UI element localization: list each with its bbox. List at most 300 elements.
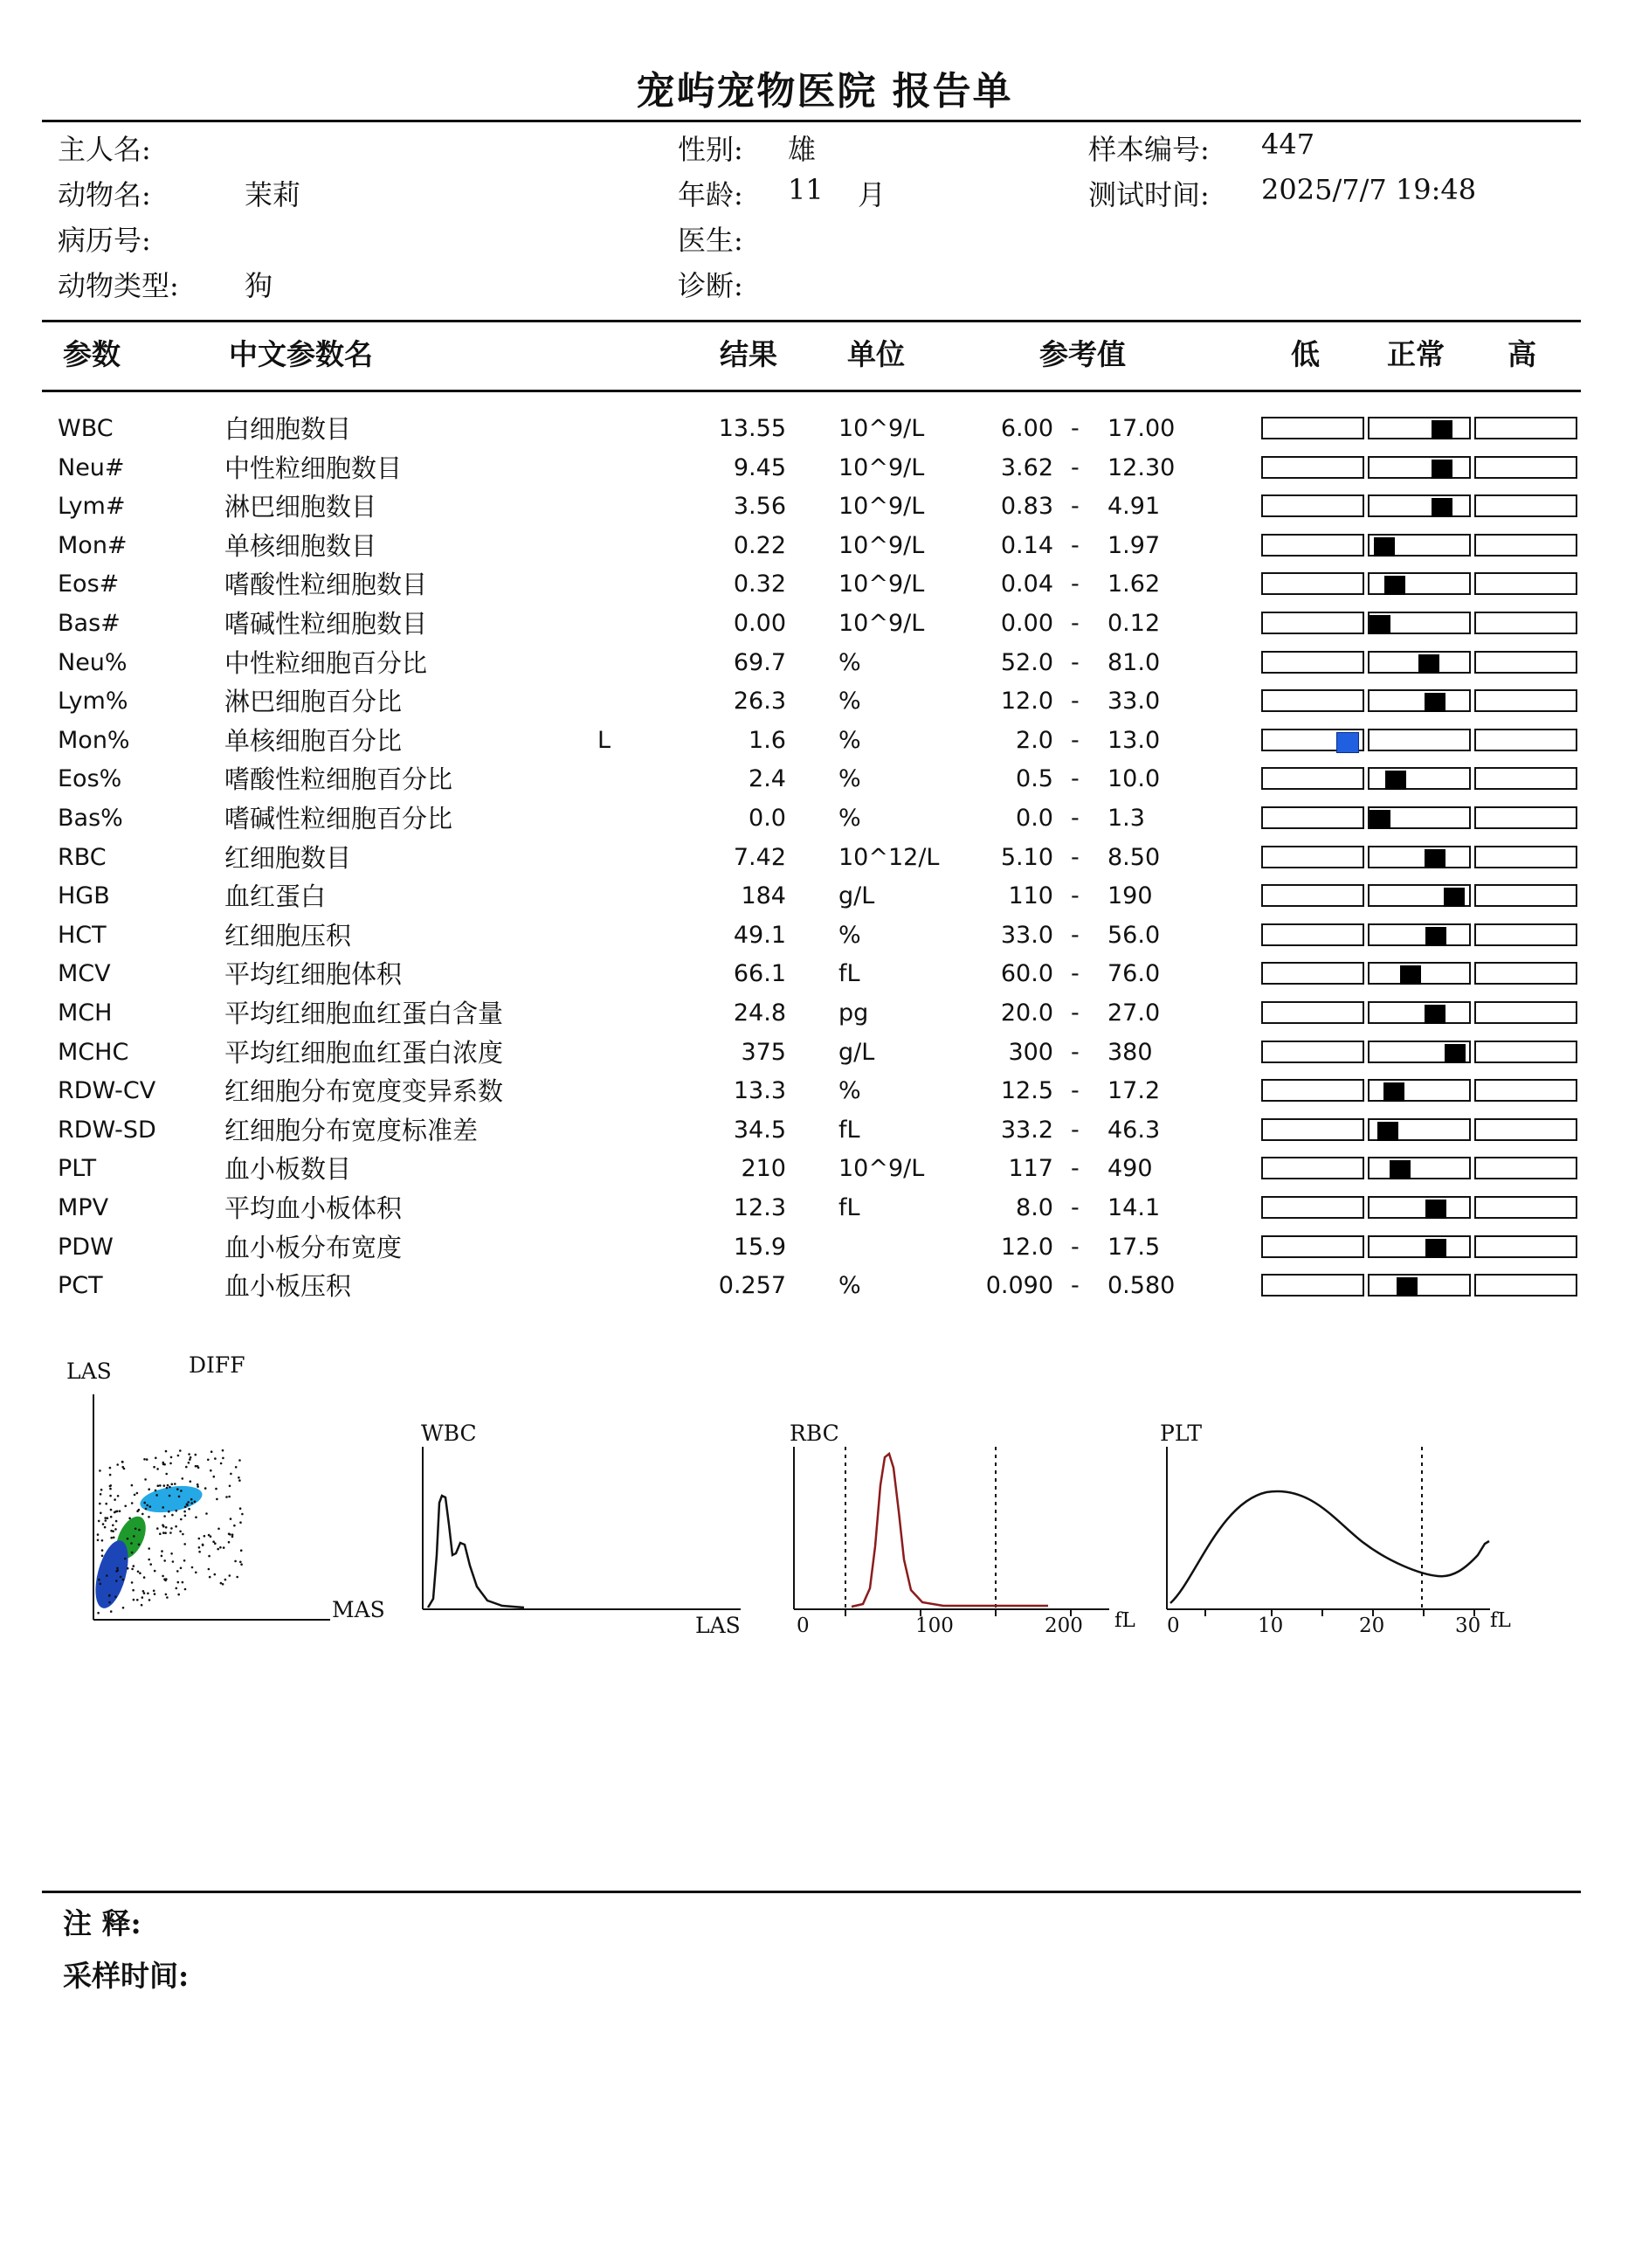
animal-type-label: 动物类型: <box>58 269 179 302</box>
diff-dot <box>239 1507 242 1510</box>
diff-dot <box>208 1555 210 1558</box>
param-abbr: Eos% <box>58 765 122 793</box>
param-abbr: RDW-SD <box>58 1116 156 1144</box>
diff-dot <box>113 1537 115 1539</box>
diff-dot <box>98 1520 100 1523</box>
param-ref-low: 5.10 <box>1000 843 1053 871</box>
table-row <box>0 1150 1649 1188</box>
param-unit: fL <box>838 960 860 988</box>
rbc-tick-100: 100 <box>915 1615 954 1637</box>
range-box-high <box>1474 689 1577 712</box>
param-ref-dash: - <box>1071 415 1080 442</box>
diff-dot <box>177 1581 180 1584</box>
diff-dot <box>214 1457 217 1460</box>
range-box-normal <box>1368 1196 1471 1219</box>
range-box-high <box>1474 923 1577 946</box>
param-unit: 10^9/L <box>838 453 925 481</box>
diff-dot <box>235 1466 238 1469</box>
range-box-high <box>1474 846 1577 868</box>
param-flag: L <box>597 726 611 754</box>
diff-dot <box>183 1559 186 1562</box>
diff-dot <box>198 1538 201 1540</box>
param-ref-dash: - <box>1071 493 1080 521</box>
diff-dot <box>188 1462 190 1464</box>
param-ref-high: 27.0 <box>1107 999 1161 1027</box>
diff-dot <box>105 1519 107 1522</box>
param-ref-high: 490 <box>1107 1155 1153 1183</box>
range-box-normal <box>1368 417 1471 439</box>
diff-dot <box>205 1512 208 1515</box>
diff-dot <box>230 1473 232 1476</box>
rbc-tick-200: 200 <box>1045 1615 1083 1637</box>
range-marker-low <box>1336 732 1359 753</box>
diff-dot <box>182 1533 184 1536</box>
param-abbr: Mon# <box>58 531 128 559</box>
diff-dot <box>241 1513 244 1516</box>
wbc-graph-title: WBC <box>421 1421 477 1446</box>
diff-dot <box>138 1544 141 1546</box>
diff-dot <box>154 1570 156 1573</box>
param-ref-high: 81.0 <box>1107 648 1161 676</box>
range-box-normal <box>1368 767 1471 790</box>
diff-dot <box>188 1508 190 1511</box>
range-box-low <box>1261 767 1364 790</box>
diff-dot <box>177 1594 180 1596</box>
diff-dot <box>135 1528 137 1531</box>
range-box-low <box>1261 1079 1364 1102</box>
diff-dot <box>100 1583 102 1586</box>
diff-dot <box>124 1505 127 1508</box>
param-unit: g/L <box>838 1038 875 1066</box>
param-ref-high: 10.0 <box>1107 765 1161 793</box>
note-label: 注 释: <box>63 1906 141 1940</box>
diff-dot <box>170 1527 173 1530</box>
diff-dot <box>180 1567 183 1570</box>
param-abbr: Mon% <box>58 726 130 754</box>
table-row <box>0 1267 1649 1305</box>
diff-dot <box>133 1599 135 1601</box>
param-ref-low: 60.0 <box>1000 960 1053 988</box>
param-cn-name: 红细胞分布宽度标准差 <box>224 1115 479 1145</box>
range-box-normal <box>1368 494 1471 517</box>
diff-dot <box>114 1511 116 1514</box>
diff-dot <box>116 1463 119 1466</box>
diff-dot <box>143 1576 146 1579</box>
diff-dot <box>197 1485 199 1488</box>
diff-dot <box>165 1578 168 1580</box>
param-unit: % <box>838 921 861 949</box>
title-divider <box>42 120 1581 122</box>
animal-name-value: 茉莉 <box>245 178 301 211</box>
diff-dot <box>183 1511 186 1513</box>
table-row <box>0 682 1649 721</box>
diff-dot <box>138 1509 141 1511</box>
diff-dot <box>161 1555 163 1558</box>
diff-dot <box>133 1535 135 1538</box>
param-ref-dash: - <box>1071 688 1080 716</box>
plt-tick-10: 10 <box>1258 1615 1284 1637</box>
diff-dot <box>215 1488 217 1490</box>
diff-dot <box>180 1518 183 1521</box>
rbc-tick-0: 0 <box>797 1615 810 1637</box>
param-ref-high: 76.0 <box>1107 960 1161 988</box>
param-cn-name: 血小板分布宽度 <box>224 1232 403 1262</box>
diff-dot <box>100 1512 102 1515</box>
range-marker <box>1374 537 1395 557</box>
param-ref-low: 0.090 <box>985 1272 1053 1300</box>
diff-dot <box>220 1462 223 1465</box>
sex-label: 性别: <box>678 133 743 166</box>
param-ref-low: 52.0 <box>1000 648 1053 676</box>
diff-dot <box>149 1563 152 1566</box>
param-ref-low: 300 <box>1008 1038 1053 1066</box>
plt-tick-20: 20 <box>1359 1615 1385 1637</box>
diff-dot <box>176 1510 178 1512</box>
range-box-low <box>1261 417 1364 439</box>
table-row <box>0 1111 1649 1150</box>
param-cn-name: 红细胞压积 <box>224 920 352 951</box>
param-ref-dash: - <box>1071 726 1080 754</box>
diff-dot <box>121 1466 124 1469</box>
param-abbr: Lym% <box>58 688 128 716</box>
param-unit: 10^9/L <box>838 1155 925 1183</box>
diff-dot <box>240 1549 243 1552</box>
param-unit: 10^9/L <box>838 610 925 637</box>
param-cn-name: 红细胞分布宽度变异系数 <box>224 1076 504 1107</box>
range-box-normal <box>1368 456 1471 479</box>
param-result: 0.22 <box>733 531 786 559</box>
diff-dot <box>131 1552 134 1554</box>
diff-dot <box>188 1453 190 1456</box>
diff-dot <box>116 1511 119 1513</box>
range-marker <box>1432 420 1452 439</box>
diff-dot <box>122 1607 125 1609</box>
param-ref-dash: - <box>1071 765 1080 793</box>
range-box-low <box>1261 456 1364 479</box>
diff-dot <box>124 1558 127 1560</box>
range-marker <box>1425 693 1445 712</box>
diff-dot <box>153 1466 155 1469</box>
param-cn-name: 平均血小板体积 <box>224 1193 403 1223</box>
test-time-label: 测试时间: <box>1088 178 1210 211</box>
range-box-low <box>1261 846 1364 868</box>
param-ref-low: 110 <box>1008 882 1053 910</box>
param-abbr: MCV <box>58 960 111 988</box>
param-unit: fL <box>838 1194 860 1221</box>
plt-unit: fL <box>1490 1609 1511 1632</box>
param-ref-high: 190 <box>1107 882 1153 910</box>
diff-dot <box>214 1542 217 1545</box>
animal-type-value: 狗 <box>245 269 273 302</box>
param-cn-name: 平均红细胞血红蛋白含量 <box>224 999 504 1028</box>
param-ref-high: 17.00 <box>1107 415 1176 442</box>
param-ref-high: 33.0 <box>1107 688 1161 716</box>
table-row <box>0 994 1649 1033</box>
param-ref-dash: - <box>1071 1155 1080 1183</box>
diff-dot <box>148 1599 151 1601</box>
param-ref-dash: - <box>1071 453 1080 481</box>
param-ref-dash: - <box>1071 1272 1080 1300</box>
diff-dot <box>169 1486 171 1489</box>
rbc-curve <box>852 1454 1048 1607</box>
diff-dot <box>202 1544 204 1546</box>
param-ref-low: 12.0 <box>1000 1233 1053 1261</box>
param-ref-high: 4.91 <box>1107 493 1161 521</box>
range-box-high <box>1474 962 1577 985</box>
diff-dot <box>161 1550 163 1552</box>
diff-dot <box>163 1484 166 1487</box>
diff-dot <box>170 1456 173 1459</box>
diff-y-label: LAS <box>66 1359 112 1384</box>
diff-dot <box>148 1488 150 1490</box>
param-ref-dash: - <box>1071 570 1080 598</box>
diff-dot <box>108 1594 111 1597</box>
diff-dot <box>115 1580 118 1582</box>
diff-dot <box>110 1530 113 1532</box>
param-cn-name: 血小板数目 <box>224 1154 352 1185</box>
param-result: 375 <box>741 1038 786 1066</box>
diff-dot <box>162 1463 165 1466</box>
test-time-value: 2025/7/7 19:48 <box>1261 173 1477 206</box>
animal-name-label: 动物名: <box>58 178 151 211</box>
range-marker <box>1432 498 1452 517</box>
range-box-low <box>1261 612 1364 634</box>
param-cn-name: 中性粒细胞数目 <box>224 453 403 483</box>
param-abbr: RBC <box>58 843 107 871</box>
param-abbr: Neu# <box>58 453 125 481</box>
param-ref-low: 20.0 <box>1000 999 1053 1027</box>
table-row <box>0 760 1649 799</box>
diff-dot <box>183 1543 186 1545</box>
diff-dot <box>99 1469 101 1472</box>
diff-dot <box>189 1458 191 1461</box>
param-unit: % <box>838 765 861 793</box>
diff-dot <box>120 1576 122 1579</box>
sex-value: 雄 <box>788 133 817 166</box>
param-ref-dash: - <box>1071 1116 1080 1144</box>
range-marker <box>1377 1122 1398 1141</box>
diff-dot <box>110 1516 113 1518</box>
range-marker <box>1425 927 1446 946</box>
range-box-low <box>1261 1196 1364 1219</box>
diff-dot <box>131 1581 134 1584</box>
diff-dot <box>110 1610 113 1613</box>
param-ref-high: 8.50 <box>1107 843 1161 871</box>
diff-dot <box>225 1496 228 1498</box>
plt-curve <box>1170 1491 1489 1603</box>
param-ref-high: 14.1 <box>1107 1194 1161 1221</box>
param-ref-dash: - <box>1071 921 1080 949</box>
param-ref-low: 0.04 <box>1000 570 1053 598</box>
diff-dot <box>106 1574 108 1577</box>
diff-dot <box>224 1579 227 1581</box>
diff-dot <box>194 1501 197 1504</box>
diff-dot <box>187 1501 190 1504</box>
param-ref-dash: - <box>1071 531 1080 559</box>
diff-dot <box>186 1504 189 1506</box>
param-ref-dash: - <box>1071 648 1080 676</box>
param-ref-dash: - <box>1071 999 1080 1027</box>
diff-dot <box>104 1517 107 1519</box>
range-marker <box>1384 576 1405 595</box>
param-ref-low: 0.83 <box>1000 493 1053 521</box>
diff-dot <box>154 1593 156 1595</box>
diff-dot <box>165 1594 168 1596</box>
range-box-high <box>1474 1196 1577 1219</box>
diff-dot <box>99 1503 101 1505</box>
range-box-high <box>1474 1001 1577 1024</box>
diff-dot <box>231 1536 234 1539</box>
param-ref-high: 1.3 <box>1107 805 1145 832</box>
diff-dot <box>101 1549 104 1552</box>
range-box-low <box>1261 651 1364 674</box>
diff-dot <box>184 1506 187 1509</box>
param-abbr: Bas% <box>58 805 123 832</box>
diff-dot <box>137 1571 140 1573</box>
range-box-low <box>1261 572 1364 595</box>
diff-dot <box>121 1461 124 1463</box>
param-result: 15.9 <box>733 1233 786 1261</box>
range-box-high <box>1474 572 1577 595</box>
param-ref-low: 0.14 <box>1000 531 1053 559</box>
table-row <box>0 565 1649 604</box>
range-box-normal <box>1368 846 1471 868</box>
diff-dot <box>190 1480 192 1483</box>
range-box-high <box>1474 1041 1577 1063</box>
param-unit: 10^9/L <box>838 531 925 559</box>
param-cn-name: 淋巴细胞百分比 <box>224 687 403 717</box>
diff-dot <box>163 1559 166 1562</box>
param-ref-dash: - <box>1071 610 1080 637</box>
table-row <box>0 722 1649 760</box>
diff-dot <box>208 1568 210 1571</box>
param-result: 0.32 <box>733 570 786 598</box>
range-marker <box>1432 460 1452 479</box>
range-marker <box>1425 1239 1446 1258</box>
age-value: 11 <box>788 173 824 206</box>
diff-dot <box>213 1476 216 1478</box>
diff-dot <box>143 1502 146 1504</box>
diff-cluster-neu <box>138 1482 204 1517</box>
param-cn-name: 嗜碱性粒细胞数目 <box>224 609 428 639</box>
diff-dot <box>162 1524 164 1526</box>
table-row <box>0 1228 1649 1267</box>
range-box-low <box>1261 1041 1364 1063</box>
doctor-label: 医生: <box>678 224 743 257</box>
plt-graph-title: PLT <box>1160 1421 1203 1446</box>
range-box-normal <box>1368 1001 1471 1024</box>
diff-dot <box>236 1576 238 1579</box>
table-row <box>0 1189 1649 1227</box>
diff-dot <box>191 1566 194 1569</box>
diff-dot <box>155 1457 157 1460</box>
param-ref-low: 0.5 <box>1016 765 1053 793</box>
diff-dot <box>229 1485 231 1488</box>
diff-dot <box>128 1518 131 1520</box>
table-row <box>0 799 1649 838</box>
param-unit: % <box>838 726 861 754</box>
table-row <box>0 527 1649 565</box>
diff-dot <box>228 1541 231 1544</box>
range-box-normal <box>1368 1157 1471 1179</box>
param-unit: % <box>838 688 861 716</box>
param-ref-high: 380 <box>1107 1038 1153 1066</box>
diff-dot <box>195 1572 197 1574</box>
diff-dot <box>198 1546 201 1549</box>
diff-dot <box>117 1569 120 1572</box>
param-result: 9.45 <box>733 453 786 481</box>
range-box-high <box>1474 456 1577 479</box>
range-box-normal <box>1368 1235 1471 1258</box>
diff-dot <box>234 1560 237 1563</box>
param-abbr: Lym# <box>58 493 126 521</box>
range-box-low <box>1261 1118 1364 1141</box>
histograms-svg <box>0 1380 1649 1642</box>
diff-dot <box>132 1589 135 1592</box>
diff-dot <box>185 1466 188 1469</box>
param-ref-high: 1.97 <box>1107 531 1161 559</box>
diff-dot <box>222 1449 224 1452</box>
diff-dot <box>110 1509 113 1511</box>
range-marker <box>1445 1044 1466 1063</box>
diff-dot <box>217 1548 219 1551</box>
range-marker <box>1400 965 1421 985</box>
diff-dot <box>168 1511 170 1513</box>
diff-dot <box>190 1498 193 1501</box>
param-unit: fL <box>838 1116 860 1144</box>
diff-dot <box>146 1458 148 1461</box>
diff-dot <box>179 1531 182 1533</box>
diff-dot <box>148 1559 150 1561</box>
diff-dot <box>166 1487 169 1490</box>
diff-dot <box>97 1612 100 1615</box>
diff-dot <box>164 1532 167 1534</box>
table-row <box>0 644 1649 682</box>
diff-dot <box>115 1520 118 1523</box>
range-box-high <box>1474 1274 1577 1296</box>
param-ref-low: 6.00 <box>1000 415 1053 442</box>
diff-dot <box>184 1588 187 1591</box>
diff-dot <box>159 1484 162 1487</box>
table-row <box>0 916 1649 955</box>
diff-dot <box>176 1587 178 1590</box>
param-unit: % <box>838 805 861 832</box>
diff-dot <box>228 1496 231 1498</box>
diff-dot <box>141 1513 144 1516</box>
param-abbr: PDW <box>58 1233 114 1261</box>
diff-dot <box>217 1528 220 1531</box>
diff-dot <box>136 1492 139 1495</box>
diff-dot <box>97 1539 100 1542</box>
param-ref-high: 1.62 <box>1107 570 1161 598</box>
range-box-high <box>1474 729 1577 751</box>
col-result: 结果 <box>720 337 777 371</box>
diff-scatter <box>89 1394 330 1620</box>
diff-dot <box>110 1537 113 1539</box>
diff-dot <box>109 1488 112 1490</box>
diff-dot <box>178 1496 181 1498</box>
col-param: 参数 <box>63 337 121 371</box>
diff-dot <box>175 1525 177 1528</box>
range-marker <box>1425 1005 1445 1024</box>
diff-dot <box>171 1483 174 1486</box>
diff-dot <box>222 1583 224 1586</box>
range-box-high <box>1474 806 1577 829</box>
diff-dot <box>212 1540 215 1543</box>
range-box-normal <box>1368 1274 1471 1296</box>
param-cn-name: 嗜酸性粒细胞百分比 <box>224 764 453 795</box>
param-result: 69.7 <box>733 648 786 676</box>
